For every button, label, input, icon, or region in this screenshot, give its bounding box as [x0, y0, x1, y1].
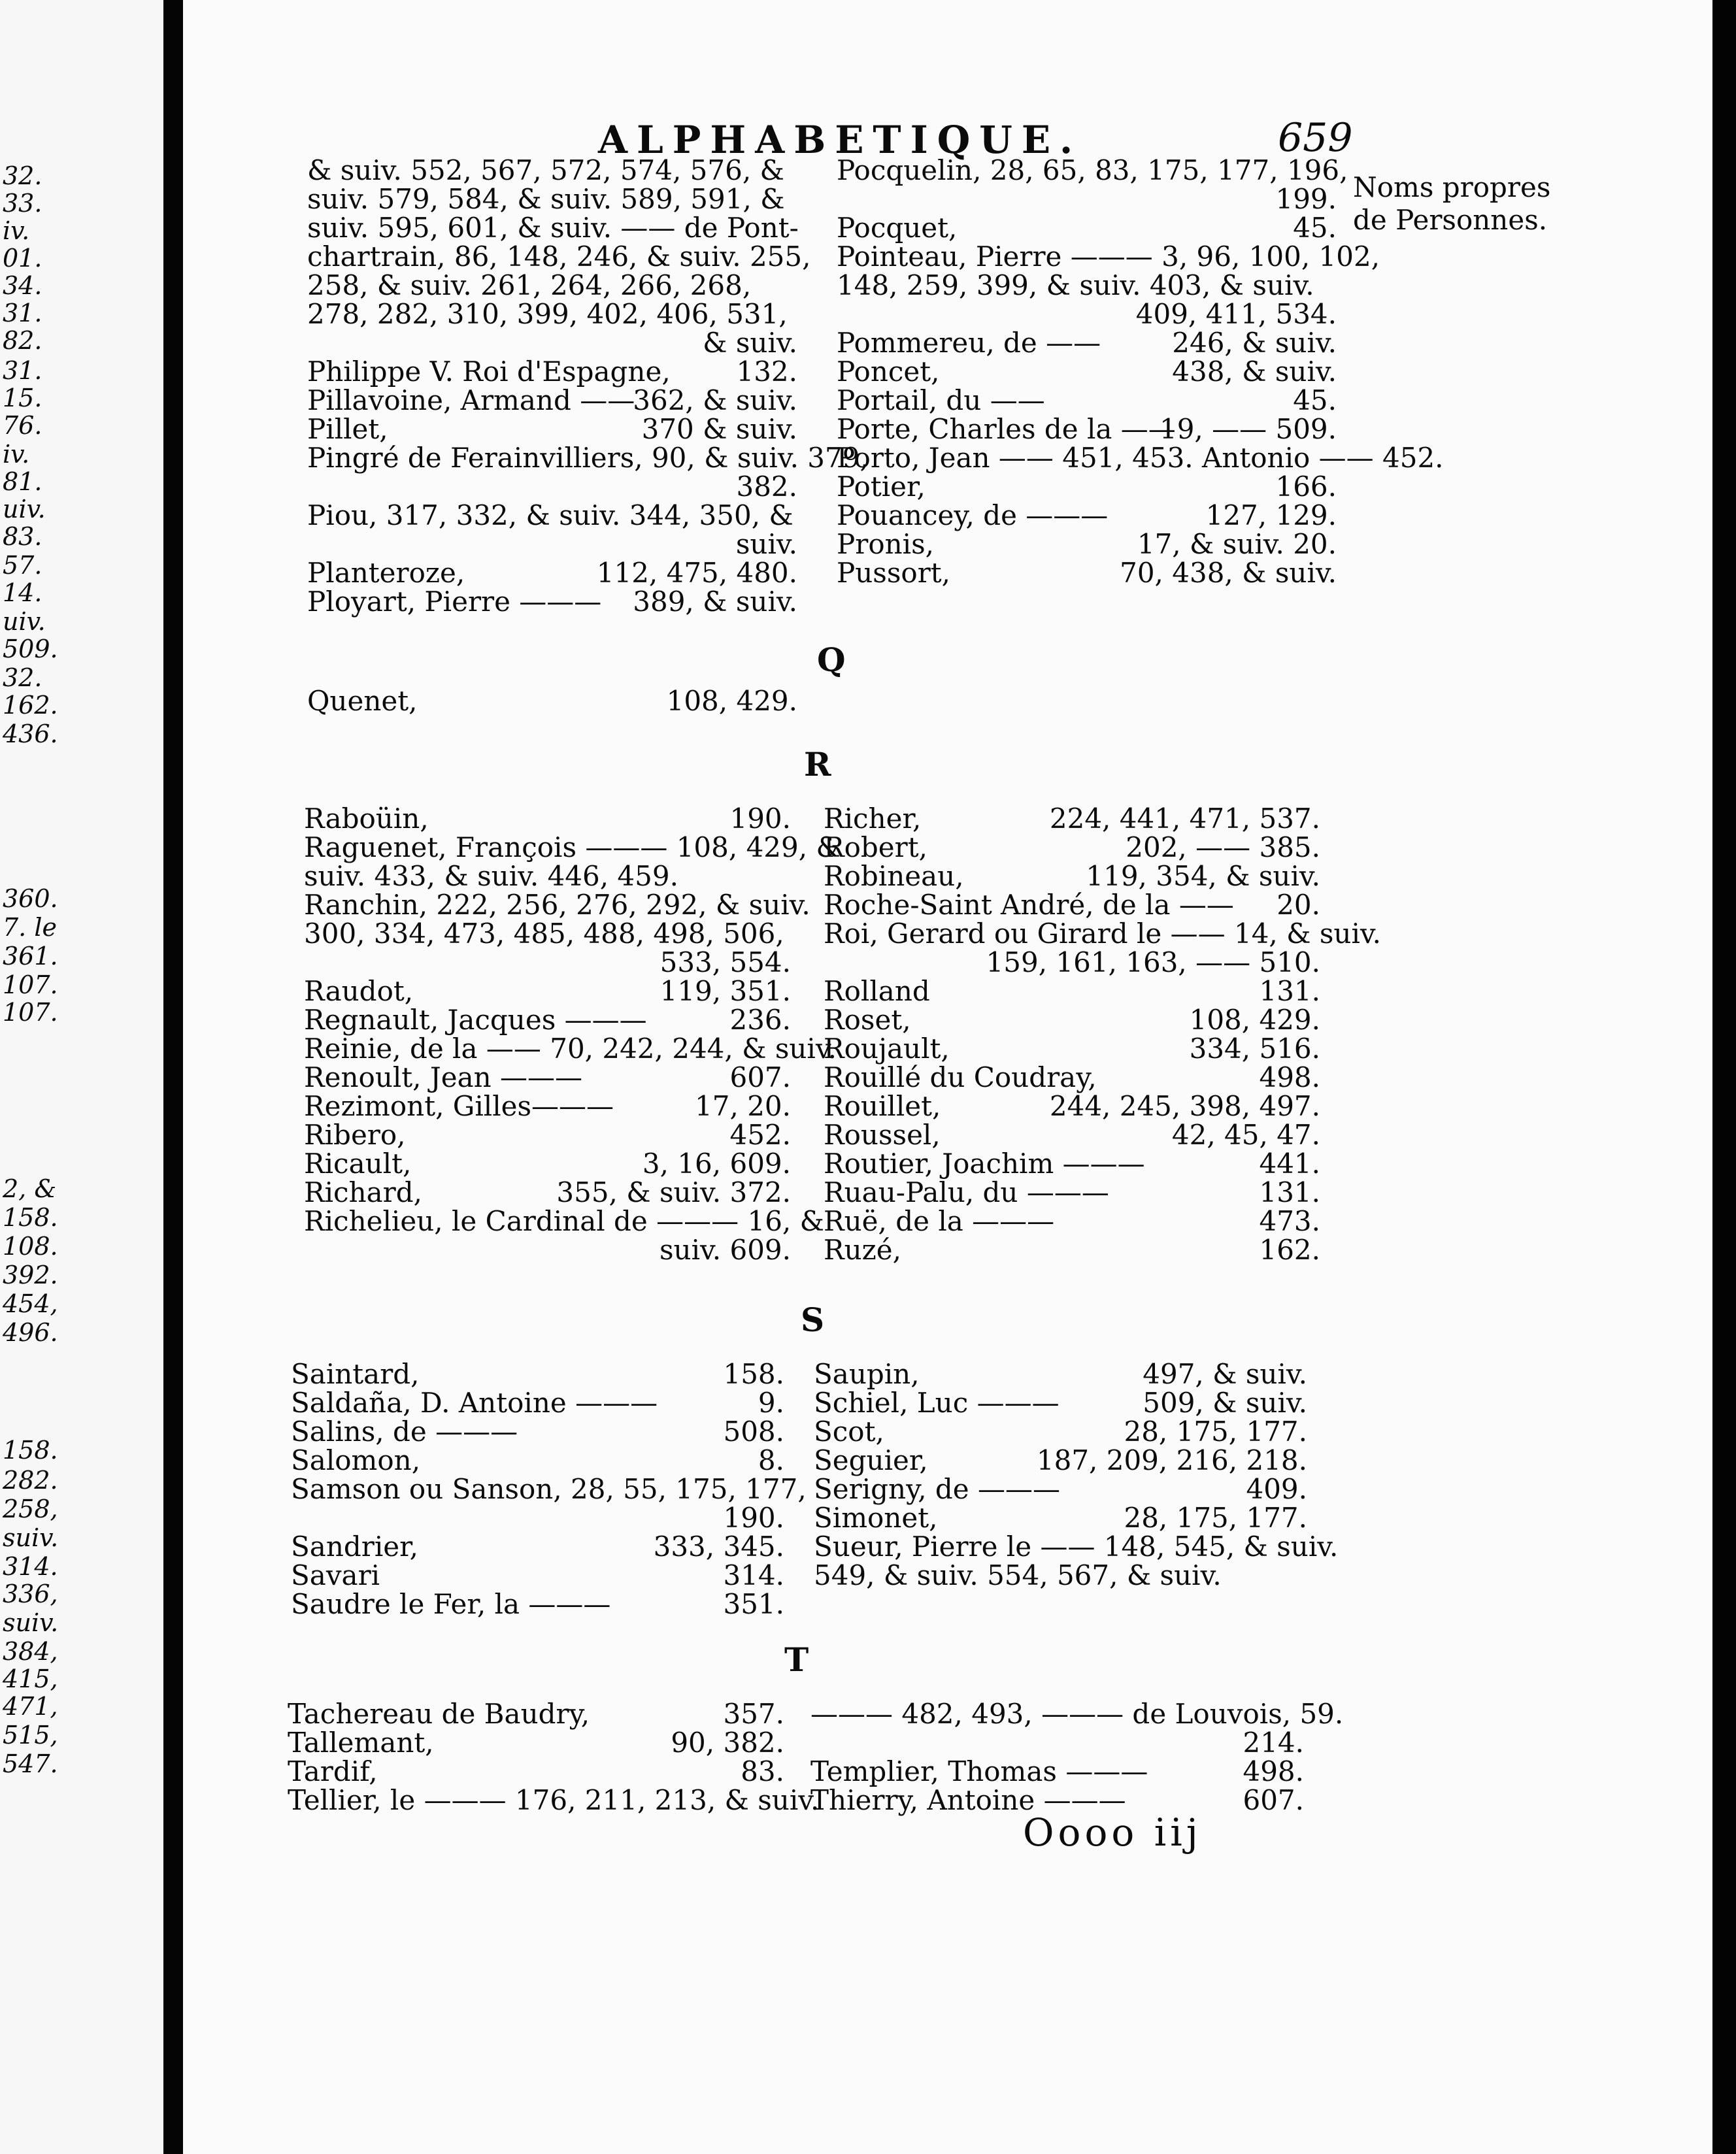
index-entry-pages: 333, 345.	[653, 1531, 784, 1563]
index-entry-text: Ruë, de la ———	[824, 1205, 1055, 1237]
index-entry-text: 300, 334, 473, 485, 488, 498, 506,	[304, 918, 784, 950]
index-entry-pages: 159, 161, 163, —— 510.	[986, 946, 1320, 978]
index-entry-text: Sueur, Pierre le —— 148, 545, & suiv.	[814, 1531, 1339, 1563]
previous-page-fragment: 436.	[3, 720, 58, 748]
index-entry-pages: 438, & suiv.	[1172, 356, 1337, 388]
index-entry-text: Roussel,	[824, 1119, 941, 1151]
previous-page-fragment: 258,	[3, 1495, 58, 1523]
index-entry-text: Poncet,	[837, 356, 940, 388]
index-entry-text: suiv. 433, & suiv. 446, 459.	[304, 860, 678, 892]
previous-page-fragment: 384,	[3, 1637, 58, 1666]
previous-page-fragment: iv.	[3, 216, 30, 245]
index-entry-pages: 409, 411, 534.	[1135, 298, 1337, 330]
index-entry-text: Regnault, Jacques ———	[304, 1004, 647, 1036]
previous-page-fragment: 81.	[3, 467, 42, 496]
index-entry-pages: 351.	[723, 1588, 784, 1620]
previous-page-fragment: 33.	[3, 189, 42, 218]
index-entry-text: Ricault,	[304, 1148, 412, 1180]
index-entry-text: Saudre le Fer, la ———	[291, 1588, 611, 1620]
index-entry-pages: 508.	[723, 1416, 784, 1448]
index-entry-pages: 202, —— 385.	[1126, 831, 1320, 863]
section-letter-s: S	[801, 1301, 825, 1339]
index-entry-text: chartrain, 86, 148, 246, & suiv. 255,	[307, 240, 811, 273]
index-entry-text: Tardif,	[288, 1755, 378, 1787]
previous-page-edge	[0, 0, 163, 2154]
index-entry-text: Simonet,	[814, 1502, 938, 1534]
previous-page-fragment: 415,	[3, 1665, 58, 1693]
index-entry-text: Samson ou Sanson, 28, 55, 175, 177,	[291, 1473, 807, 1505]
previous-page-fragment: 336,	[3, 1580, 58, 1608]
index-entry-text: Philippe V. Roi d'Espagne,	[307, 356, 671, 388]
previous-page-fragment: 360.	[3, 884, 58, 913]
index-entry-pages: 158.	[723, 1358, 784, 1390]
index-entry-pages: 473.	[1259, 1205, 1320, 1237]
index-entry-text: Scot,	[814, 1416, 884, 1448]
index-entry-text: Salins, de ———	[291, 1416, 518, 1448]
index-entry-text: Reinie, de la —— 70, 242, 244, & suiv.	[304, 1033, 837, 1065]
page-number: 659	[1278, 115, 1353, 161]
index-entry-text: suiv. 595, 601, & suiv. —— de Pont-	[307, 212, 799, 244]
previous-page-fragment: 162.	[3, 691, 58, 720]
index-entry-text: Seguier,	[814, 1444, 928, 1476]
index-entry-text: Planteroze,	[307, 557, 465, 589]
index-entry-text: 258, & suiv. 261, 264, 266, 268,	[307, 269, 752, 301]
previous-page-fragment: 31.	[3, 299, 42, 327]
index-entry-text: Pointeau, Pierre ——— 3, 96, 100, 102,	[837, 240, 1380, 273]
previous-page-fragment: 01.	[3, 244, 42, 273]
index-entry-pages: 199.	[1275, 183, 1337, 215]
index-entry-text: Routier, Joachim ———	[824, 1148, 1145, 1180]
index-entry-text: Piou, 317, 332, & suiv. 344, 350, &	[307, 499, 793, 531]
index-entry-pages: 607.	[1243, 1784, 1304, 1816]
previous-page-fragment: uiv.	[3, 495, 46, 523]
index-entry-text: Pillet,	[307, 413, 388, 445]
previous-page-fragment: 158.	[3, 1203, 58, 1232]
index-entry-text: 278, 282, 310, 399, 402, 406, 531,	[307, 298, 788, 330]
index-entry-text: Saupin,	[814, 1358, 920, 1390]
index-entry-text: Porto, Jean —— 451, 453. Antonio —— 452.	[837, 442, 1444, 474]
index-entry-text: Pronis,	[837, 528, 935, 560]
index-entry-pages: 533, 554.	[659, 946, 791, 978]
index-entry-text: & suiv. 552, 567, 572, 574, 576, &	[307, 154, 784, 186]
index-entry-pages: 70, 438, & suiv.	[1120, 557, 1337, 589]
index-entry-pages: 17, 20.	[695, 1090, 791, 1122]
index-entry-pages: 119, 354, & suiv.	[1086, 860, 1320, 892]
index-entry-pages: 498.	[1259, 1061, 1320, 1093]
index-entry-text: Pillavoine, Armand ——	[307, 384, 635, 416]
index-entry-pages: 131.	[1259, 975, 1320, 1007]
index-entry-text: Tallemant,	[288, 1727, 434, 1759]
previous-page-fragment: 32.	[3, 161, 42, 190]
index-entry-text: Ranchin, 222, 256, 276, 292, & suiv.	[304, 889, 810, 921]
index-entry-text: Roi, Gerard ou Girard le —— 14, & suiv.	[824, 918, 1381, 950]
index-entry-pages: 9.	[758, 1387, 784, 1419]
index-entry-text: Roset,	[824, 1004, 911, 1036]
previous-page-fragment: suiv.	[3, 1523, 59, 1552]
index-entry-pages: 190.	[729, 803, 791, 835]
index-entry-text: Salomon,	[291, 1444, 421, 1476]
index-entry-pages: 382.	[736, 471, 797, 503]
index-entry-pages: 357.	[723, 1698, 784, 1730]
index-entry-pages: 162.	[1259, 1234, 1320, 1266]
previous-page-fragment: 454,	[3, 1289, 58, 1318]
index-entry-pages: 166.	[1275, 471, 1337, 503]
previous-page-fragment: 392.	[3, 1261, 58, 1289]
index-entry-text: ——— 482, 493, ——— de Louvois, 59.	[810, 1698, 1344, 1730]
index-entry-pages: 19, —— 509.	[1159, 413, 1337, 445]
index-entry-text: Tellier, le ——— 176, 211, 213, & suiv.	[288, 1784, 820, 1816]
previous-page-fragment: 82.	[3, 326, 42, 355]
previous-page-fragment: 547.	[3, 1749, 58, 1778]
previous-page-fragment: 158.	[3, 1436, 58, 1465]
previous-page-fragment: 57.	[3, 551, 42, 580]
page-header-title: ALPHABETIQUE.	[598, 118, 1082, 162]
previous-page-fragment: suiv.	[3, 1608, 59, 1637]
index-entry-text: Ribero,	[304, 1119, 406, 1151]
index-entry-text: Schiel, Luc ———	[814, 1387, 1060, 1419]
previous-page-fragment: 282.	[3, 1466, 58, 1495]
index-entry-pages: 28, 175, 177.	[1124, 1416, 1307, 1448]
index-entry-pages: 42, 45, 47.	[1171, 1119, 1320, 1151]
index-entry-pages: 362, & suiv.	[633, 384, 797, 416]
previous-page-fragment: 76.	[3, 411, 42, 440]
index-entry-pages: 131.	[1259, 1176, 1320, 1208]
index-entry-text: Pocquelin, 28, 65, 83, 175, 177, 196,	[837, 154, 1348, 186]
index-entry-pages: 112, 475, 480.	[596, 557, 797, 589]
index-entry-pages: 187, 209, 216, 218.	[1036, 1444, 1307, 1476]
previous-page-fragment: 83.	[3, 522, 42, 551]
index-entry-text: Pommereu, de ——	[837, 327, 1101, 359]
index-entry-text: Pingré de Ferainvilliers, 90, & suiv. 379,	[307, 442, 869, 474]
index-entry-pages: 83.	[741, 1755, 784, 1787]
index-entry-text: Ruzé,	[824, 1234, 902, 1266]
previous-page-fragment: 34.	[3, 271, 42, 300]
previous-page-fragment: 471,	[3, 1692, 58, 1721]
index-entry-text: Robert,	[824, 831, 927, 863]
previous-page-fragment: 107.	[3, 970, 58, 999]
index-entry-pages: 498.	[1243, 1755, 1304, 1787]
previous-page-fragment: 108.	[3, 1232, 58, 1261]
previous-page-fragment: uiv.	[3, 607, 46, 636]
index-entry-text: 549, & suiv. 554, 567, & suiv.	[814, 1559, 1222, 1591]
index-entry-pages: 8.	[758, 1444, 784, 1476]
index-entry-text: Raudot,	[304, 975, 414, 1007]
margin-note-line-2: de Personnes.	[1353, 204, 1548, 236]
index-entry-pages: 314.	[723, 1559, 784, 1591]
index-entry-text: Saldaña, D. Antoine ———	[291, 1387, 658, 1419]
previous-page-fragment: 509.	[3, 635, 58, 663]
index-entry-pages: 108, 429.	[1189, 1004, 1320, 1036]
book-gutter	[163, 0, 183, 2154]
index-entry-text: Roujault,	[824, 1033, 950, 1065]
section-letter-q: Q	[817, 640, 846, 679]
index-entry-text: Raboüin,	[304, 803, 429, 835]
index-entry-pages: 497, & suiv.	[1143, 1358, 1307, 1390]
index-entry-text: Portail, du ——	[837, 384, 1045, 416]
index-entry-text: Savari	[291, 1559, 380, 1591]
previous-page-fragment: 515,	[3, 1721, 58, 1749]
index-entry-text: suiv. 579, 584, & suiv. 589, 591, &	[307, 183, 785, 215]
index-entry-pages: 190.	[723, 1502, 784, 1534]
index-entry-pages: 17, & suiv. 20.	[1137, 528, 1337, 560]
index-entry-text: 148, 259, 399, & suiv. 403, & suiv.	[837, 269, 1314, 301]
index-entry-pages: 236.	[729, 1004, 791, 1036]
index-entry-text: Rouillé du Coudray,	[824, 1061, 1097, 1093]
printer-signature: Oooo iij	[1023, 1810, 1202, 1855]
previous-page-fragment: 7. le	[3, 913, 57, 942]
index-entry-pages: 389, & suiv.	[633, 586, 797, 618]
index-entry-text: Richer,	[824, 803, 922, 835]
index-entry-pages: 45.	[1293, 384, 1337, 416]
previous-page-fragment: 496.	[3, 1318, 58, 1347]
previous-page-fragment: 2, &	[3, 1174, 57, 1203]
previous-page-fragment: 107.	[3, 998, 58, 1027]
index-entry-text: Rouillet,	[824, 1090, 941, 1122]
previous-page-fragment: 361.	[3, 942, 58, 970]
index-entry-pages: 409.	[1246, 1473, 1307, 1505]
index-entry-pages: 334, 516.	[1189, 1033, 1320, 1065]
index-entry-text: Richelieu, le Cardinal de ——— 16, &	[304, 1205, 825, 1237]
index-entry-text: Pocquet,	[837, 212, 958, 244]
previous-page-fragment: 31.	[3, 356, 42, 385]
index-entry-pages: 3, 16, 609.	[642, 1148, 791, 1180]
index-entry-text: Saintard,	[291, 1358, 420, 1390]
index-entry-text: Templier, Thomas ———	[810, 1755, 1148, 1787]
index-entry-pages: 214.	[1243, 1727, 1304, 1759]
index-entry-pages: 28, 175, 177.	[1124, 1502, 1307, 1534]
index-entry-text: Ployart, Pierre ———	[307, 586, 602, 618]
margin-note-line-1: Noms propres	[1353, 171, 1551, 203]
previous-page-fragment: 14.	[3, 578, 42, 607]
index-entry-text: Ruau-Palu, du ———	[824, 1176, 1109, 1208]
index-entry-pages: 607.	[729, 1061, 791, 1093]
index-entry-pages: 441.	[1259, 1148, 1320, 1180]
index-entry-pages: 355, & suiv. 372.	[556, 1176, 791, 1208]
index-entry-text: Robineau,	[824, 860, 964, 892]
index-entry-text: Potier,	[837, 471, 926, 503]
index-entry-pages: 132.	[736, 356, 797, 388]
index-entry-text: Serigny, de ———	[814, 1473, 1061, 1505]
section-letter-t: T	[784, 1640, 809, 1679]
index-entry-pages: 244, 245, 398, 497.	[1049, 1090, 1320, 1122]
index-entry-pages: 20.	[1277, 889, 1320, 921]
previous-page-fragment: 314.	[3, 1552, 58, 1581]
index-entry-text: Quenet,	[307, 685, 418, 717]
index-entry-text: Rolland	[824, 975, 930, 1007]
index-entry-pages: 119, 351.	[659, 975, 791, 1007]
index-entry-pages: 45.	[1293, 212, 1337, 244]
index-entry-text: Roche-Saint André, de la ——	[824, 889, 1234, 921]
index-entry-pages: suiv.	[735, 528, 797, 560]
index-entry-pages: 370 & suiv.	[641, 413, 797, 445]
index-entry-text: Porte, Charles de la ——	[837, 413, 1176, 445]
page-edge-shadow	[1712, 0, 1736, 2154]
index-entry-pages: 452.	[729, 1119, 791, 1151]
index-entry-text: Renoult, Jean ———	[304, 1061, 583, 1093]
index-entry-pages: 108, 429.	[666, 685, 797, 717]
index-entry-pages: & suiv.	[703, 327, 797, 359]
index-entry-text: Richard,	[304, 1176, 422, 1208]
index-entry-pages: 90, 382.	[671, 1727, 784, 1759]
index-entry-pages: 127, 129.	[1205, 499, 1337, 531]
index-entry-pages: suiv. 609.	[659, 1234, 791, 1266]
index-entry-text: Pussort,	[837, 557, 951, 589]
index-entry-pages: 509, & suiv.	[1143, 1387, 1307, 1419]
index-entry-text: Sandrier,	[291, 1531, 418, 1563]
index-entry-text: Raguenet, François ——— 108, 429, &	[304, 831, 841, 863]
index-entry-pages: 246, & suiv.	[1172, 327, 1337, 359]
index-entry-text: Thierry, Antoine ———	[810, 1784, 1126, 1816]
previous-page-fragment: 15.	[3, 384, 42, 412]
index-entry-text: Pouancey, de ———	[837, 499, 1109, 531]
index-entry-text: Tachereau de Baudry,	[288, 1698, 590, 1730]
previous-page-fragment: 32.	[3, 663, 42, 692]
section-letter-r: R	[804, 745, 831, 784]
index-entry-text: Rezimont, Gilles———	[304, 1090, 614, 1122]
previous-page-fragment: iv.	[3, 440, 30, 469]
index-entry-pages: 224, 441, 471, 537.	[1049, 803, 1320, 835]
